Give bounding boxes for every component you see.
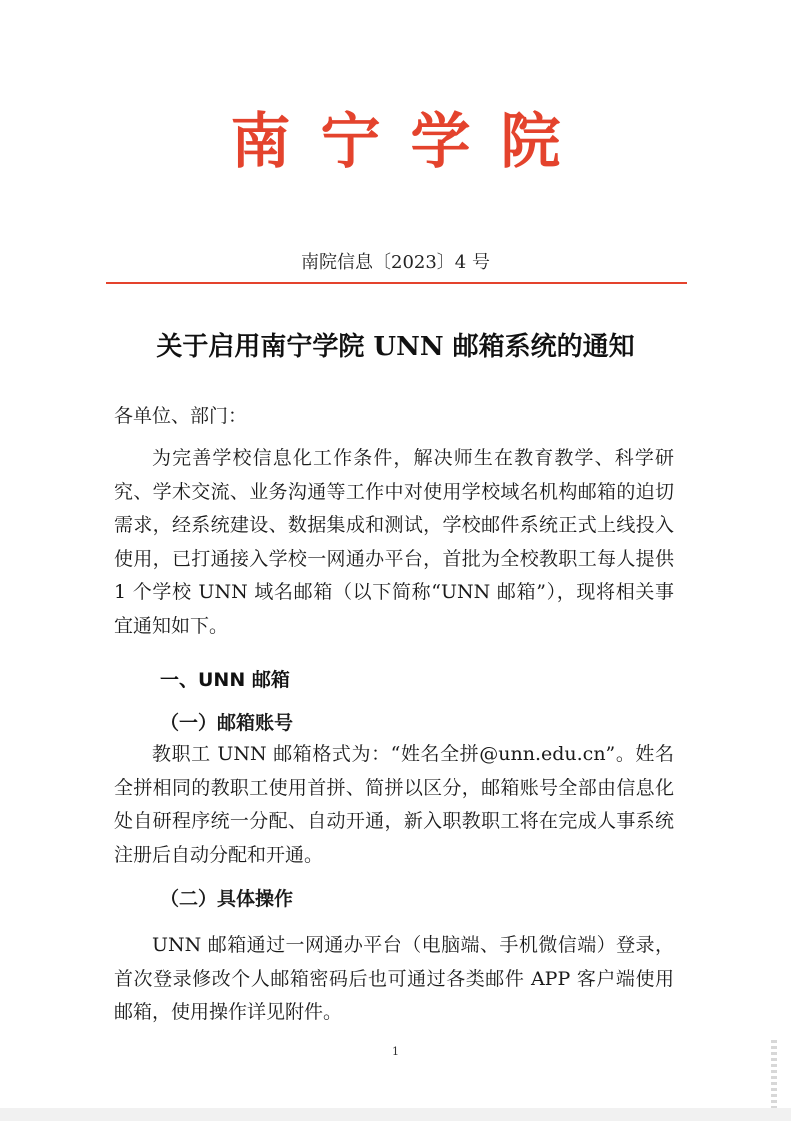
document-title: 关于启用南宁学院 UNN 邮箱系统的通知 xyxy=(156,332,635,362)
paragraph-operation: UNN 邮箱通过一网通办平台（电脑端、手机微信端）登录，首次登录修改个人邮箱密码后也可通过各类邮件 APP 客户端使用邮箱，使用操作详见附件。 xyxy=(114,934,674,1023)
subsection-heading-account: （一）邮箱账号 xyxy=(160,712,294,734)
section-heading-unn-mailbox: 一、UNN 邮箱 xyxy=(160,669,290,691)
paragraph-account: 教职工 UNN 邮箱格式为：“姓名全拼@unn.edu.cn”。姓名全拼相同的教职工使用首拼、简拼以区分，邮箱账号全部由信息化处自研程序统一分配、自动开通，新入职教职工将在完成人事系统注册后自动分配和开通。 xyxy=(114,743,674,866)
document-number: 南院信息〔2023〕4 号 xyxy=(301,252,490,273)
page-number: 1 xyxy=(392,1045,399,1058)
subsection-heading-operation: （二）具体操作 xyxy=(160,888,294,910)
paragraph-intro: 为完善学校信息化工作条件，解决师生在教育教学、科学研究、学术交流、业务沟通等工作中对使用学校域名机构邮箱的迫切需求，经系统建设、数据集成和测试，学校邮件系统正式上线投入使用，已打通接入学校一网通办平台，首批为全校教职工每人提供 1 个学校 UNN 域名邮箱（以下简称“UNN 邮箱”），现将相关事宜通知如下。 xyxy=(114,447,674,637)
scan-bottom-strip xyxy=(0,1108,791,1121)
org-title: 南宁学院 xyxy=(230,107,591,177)
salutation: 各单位、部门： xyxy=(114,405,248,427)
red-divider xyxy=(106,282,687,284)
